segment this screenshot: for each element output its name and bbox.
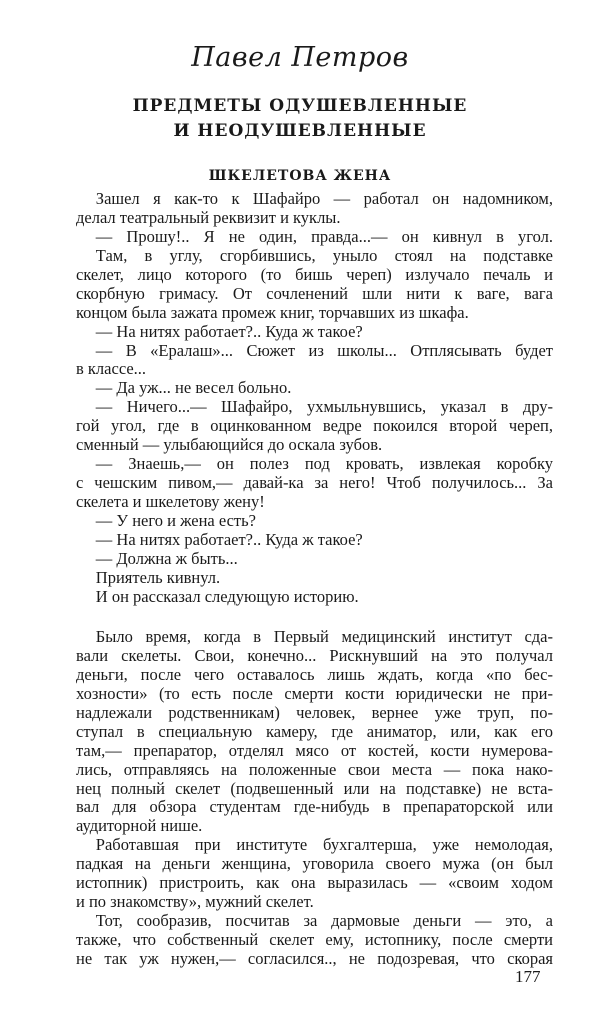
book-title-line-1: ПРЕДМЕТЫ ОДУШЕВЛЕННЫЕ xyxy=(132,96,468,116)
text-line: там,— препаратор, отделял мясо от костей, кости нумерова- xyxy=(76,740,553,760)
text-block-2 xyxy=(76,628,553,969)
text-line: и по знакомству», мужний скелет. xyxy=(76,892,314,912)
text-line: сменный — улыбающийся до оскала зубов. xyxy=(76,435,383,455)
text-line: Там, в углу, сгорбившись, уныло стоял на подставке xyxy=(95,245,553,265)
text-line: надлежали родственникам) человек, вернее уже труп, по- xyxy=(76,702,553,722)
text-line: Работавшая при институте бухгалтерша, уже немолодая, xyxy=(95,835,553,855)
text-line: — На нитях работает?.. Куда ж такое? xyxy=(95,321,363,341)
text-line: Зашел я как-то к Шафайро — работал он надомником, xyxy=(95,189,553,208)
text-line: не так уж нужен,— согласился.., не подозревая, что скорая xyxy=(76,948,553,968)
text-line: в классе... xyxy=(76,359,147,379)
text-line: падкая на деньги женщина, уговорила своего мужа (он был xyxy=(76,854,553,874)
text-line: — Ничего...— Шафайро, ухмыльнувшись, указал в дру- xyxy=(95,397,553,417)
text-line: — У него и жена есть? xyxy=(95,510,256,530)
text-line: нец полный скелет (подвешенный или на подставке) не вста- xyxy=(76,778,553,798)
text-line: Тот, сообразив, посчитав за дармовые деньги — это, а xyxy=(95,911,553,931)
author-name: Павел Петров xyxy=(191,42,409,73)
text-line: скелета и шкелетову жену! xyxy=(76,492,265,511)
text-line: — Должна ж быть... xyxy=(95,548,238,568)
book-title-line-2: И НЕОДУШЕВЛЕННЫЕ xyxy=(173,121,427,141)
text-line: деньги, после чего оставалось лишь ждать, когда «по бес- xyxy=(76,664,553,684)
text-line: скорбную гримасу. От сочленений шли нити к ваге, вага xyxy=(76,283,553,303)
text-line: хозности» (то есть после смерти кости юридически не при- xyxy=(76,683,553,703)
text-line: ступал в специальную камеру, где аниматор, или, как его xyxy=(76,721,553,741)
text-line: делал театральный реквизит и куклы. xyxy=(76,207,341,227)
text-line: лись, отправляясь на положенные свои места — пока нако- xyxy=(76,759,553,779)
page-number: 177 xyxy=(515,967,541,986)
text-line: гой угол, где в оцинкованном ведре покоился второй череп, xyxy=(76,416,553,436)
text-line: концом была зажата промеж книг, торчавших из шкафа. xyxy=(76,302,469,322)
book-title xyxy=(0,94,600,144)
text-line: истопник) пристроить, как она выразилась — «своим ходом xyxy=(76,873,553,893)
text-line: — На нитях работает?.. Куда ж такое? xyxy=(95,529,363,549)
text-line: Было время, когда в Первый медицинский институт сда- xyxy=(95,627,553,646)
text-line: вали скелеты. Свои, конечно... Рискнувший на это получал xyxy=(76,645,553,665)
text-line: также, что собственный скелет ему, истопнику, после смерти xyxy=(76,930,553,949)
text-line: вал для обзора студентам где-нибудь в препараторской или xyxy=(76,797,553,817)
text-line: — Знаешь,— он полез под кровать, извлекая коробку xyxy=(95,454,553,474)
text-line: И он рассказал следующую историю. xyxy=(95,586,359,606)
text-block-1 xyxy=(76,190,553,607)
text-line: — Да уж... не весел больно. xyxy=(95,378,292,398)
text-line: скелет, лицо которого (то бишь череп) излучало печаль и xyxy=(76,264,553,284)
text-line: — Прошу!.. Я не один, правда...— он кивнул в угол. xyxy=(95,226,553,246)
section-title: ШКЕЛЕТОВА ЖЕНА xyxy=(208,168,392,184)
text-line: — В «Ералаш»... Сюжет из школы... Отплясывать будет xyxy=(95,340,553,360)
text-line: с чешским пивом,— давай-ка за него! Чтоб получилось... За xyxy=(76,473,553,493)
text-line: Приятель кивнул. xyxy=(95,567,221,587)
text-line: аудиторной нише. xyxy=(76,816,203,836)
